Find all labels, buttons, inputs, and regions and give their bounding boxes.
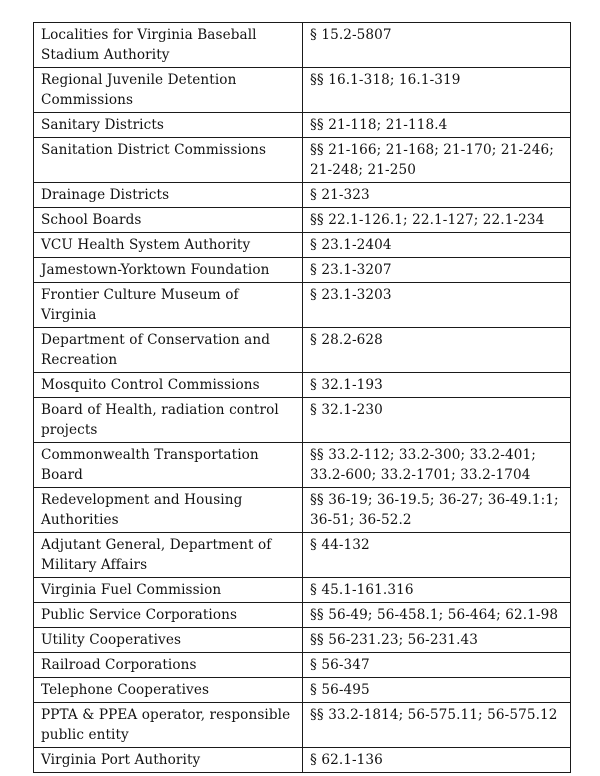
entity-cell: Sanitation District Commissions [34,138,303,183]
entity-cell: Utility Cooperatives [34,628,303,653]
table-row [34,373,571,398]
citation-cell: §§ 22.1-126.1; 22.1-127; 22.1-234 [303,208,571,233]
table-row [34,488,571,533]
citation-cell: § 23.1-3207 [303,258,571,283]
entity-cell: Frontier Culture Museum of Virginia [34,283,303,328]
entity-cell: Board of Health, radiation control projects [34,398,303,443]
table-row [34,328,571,373]
entity-cell: Virginia Fuel Commission [34,578,303,603]
citation-cell: § 15.2-5807 [303,23,571,68]
table-row [34,533,571,578]
table-row [34,678,571,703]
authority-table [33,22,571,773]
table-row [34,23,571,68]
table-row [34,748,571,773]
table-row [34,233,571,258]
table-row [34,578,571,603]
table-row [34,653,571,678]
citation-cell: § 62.1-136 [303,748,571,773]
citation-cell: § 23.1-2404 [303,233,571,258]
entity-cell: PPTA & PPEA operator, responsible public entity [34,703,303,748]
citation-cell: § 44-132 [303,533,571,578]
entity-cell: Drainage Districts [34,183,303,208]
entity-cell: Mosquito Control Commissions [34,373,303,398]
entity-cell: Sanitary Districts [34,113,303,138]
citation-cell: § 56-347 [303,653,571,678]
citation-cell: § 28.2-628 [303,328,571,373]
entity-cell: Public Service Corporations [34,603,303,628]
citation-cell: §§ 16.1-318; 16.1-319 [303,68,571,113]
citation-cell: § 45.1-161.316 [303,578,571,603]
citation-cell: § 32.1-230 [303,398,571,443]
entity-cell: Adjutant General, Department of Military Affairs [34,533,303,578]
citation-cell: §§ 56-231.23; 56-231.43 [303,628,571,653]
table-row [34,628,571,653]
table-row [34,443,571,488]
citation-cell: §§ 33.2-112; 33.2-300; 33.2-401; 33.2-600; 33.2-1701; 33.2-1704 [303,443,571,488]
entity-cell: Virginia Port Authority [34,748,303,773]
table-row [34,603,571,628]
entity-cell: VCU Health System Authority [34,233,303,258]
citation-cell: §§ 56-49; 56-458.1; 56-464; 62.1-98 [303,603,571,628]
entity-cell: Localities for Virginia Baseball Stadium Authority [34,23,303,68]
citation-cell: § 23.1-3203 [303,283,571,328]
entity-cell: Railroad Corporations [34,653,303,678]
entity-cell: Regional Juvenile Detention Commissions [34,68,303,113]
entity-cell: Jamestown-Yorktown Foundation [34,258,303,283]
entity-cell: Telephone Cooperatives [34,678,303,703]
citation-cell: § 32.1-193 [303,373,571,398]
table-row [34,138,571,183]
citation-cell: § 21-323 [303,183,571,208]
table-row [34,113,571,138]
citation-cell: §§ 36-19; 36-19.5; 36-27; 36-49.1:1; 36-51; 36-52.2 [303,488,571,533]
citation-cell: §§ 21-118; 21-118.4 [303,113,571,138]
entity-cell: Redevelopment and Housing Authorities [34,488,303,533]
entity-cell: School Boards [34,208,303,233]
table-body [34,23,571,773]
entity-cell: Commonwealth Transportation Board [34,443,303,488]
table-row [34,258,571,283]
entity-cell: Department of Conservation and Recreation [34,328,303,373]
table-row [34,398,571,443]
table-row [34,703,571,748]
citation-cell: §§ 33.2-1814; 56-575.11; 56-575.12 [303,703,571,748]
table-row [34,208,571,233]
citation-cell: § 56-495 [303,678,571,703]
citation-cell: §§ 21-166; 21-168; 21-170; 21-246; 21-248; 21-250 [303,138,571,183]
table-row [34,68,571,113]
table-row [34,283,571,328]
table-row [34,183,571,208]
